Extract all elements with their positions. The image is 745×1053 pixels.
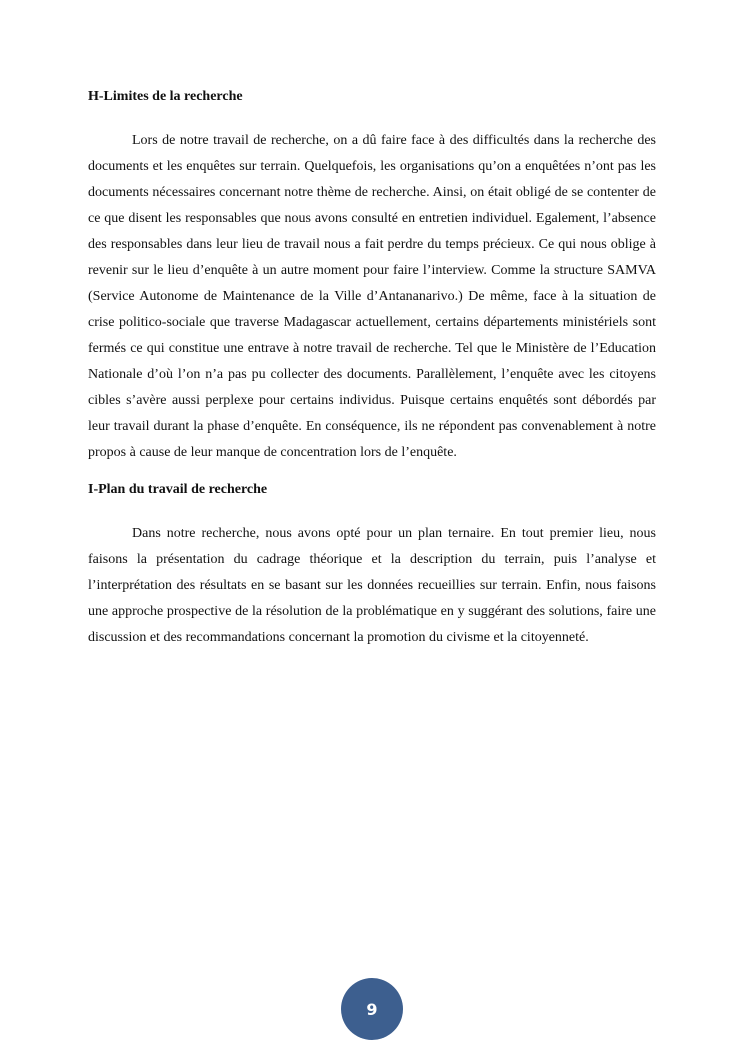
section-heading-plan: I-Plan du travail de recherche [88, 482, 268, 497]
document-page [88, 87, 656, 665]
section-paragraph-plan: Dans notre recherche, nous avons opté pour un plan ternaire. En tout premier lieu, nous faisons la présentation du cadrage théorique et la description du terrain, puis l’analyse et l’interprétation des résultats en se basant sur les données recueillies sur terrain. Enfin, nous faisons une approche prospective de la résolution de la problématique en y suggérant des solutions, faire une discussion et des recommandations concernant la promotion du civisme et la citoyenneté. [88, 526, 656, 645]
section-heading-limites: H-Limites de la recherche [88, 89, 243, 104]
section-paragraph-limites: Lors de notre travail de recherche, on a dû faire face à des difficultés dans la recherche des documents et les enquêtes sur terrain. Quelquefois, les organisations qu’on a enquêtées n’ont pas les documents nécessaires concernant notre thème de recherche. Ainsi, on était obligé de se contenter de ce que disent les responsables que nous avons consulté en entretien individuel. Egalement, l’absence des responsables dans leur lieu de travail nous a fait perdre du temps précieux. Ce qui nous oblige à revenir sur le lieu d’enquête à un autre moment pour faire l’interview. Comme la structure SAMVA (Service Autonome de Maintenance de la Ville d’Antananarivo.) De même, face à la situation de crise politico-sociale que traverse Madagascar actuellement, certains départements ministériels sont fermés ce qui constitue une entrave à notre travail de recherche. Tel que le Ministère de l’Education Nationale d’où l’on n’a pas pu collecter des documents. Parallèlement, l’enquête avec les citoyens cibles s’avère aussi perplexe pour certains individus. Puisque certains enquêtés sont débordés par leur travail durant la phase d’enquête. En conséquence, ils ne répondent pas convenablement à notre propos à cause de leur manque de concentration lors de l’enquête. [88, 133, 656, 460]
page-number: 9 [366, 999, 378, 1019]
page-number-badge [341, 978, 403, 1040]
